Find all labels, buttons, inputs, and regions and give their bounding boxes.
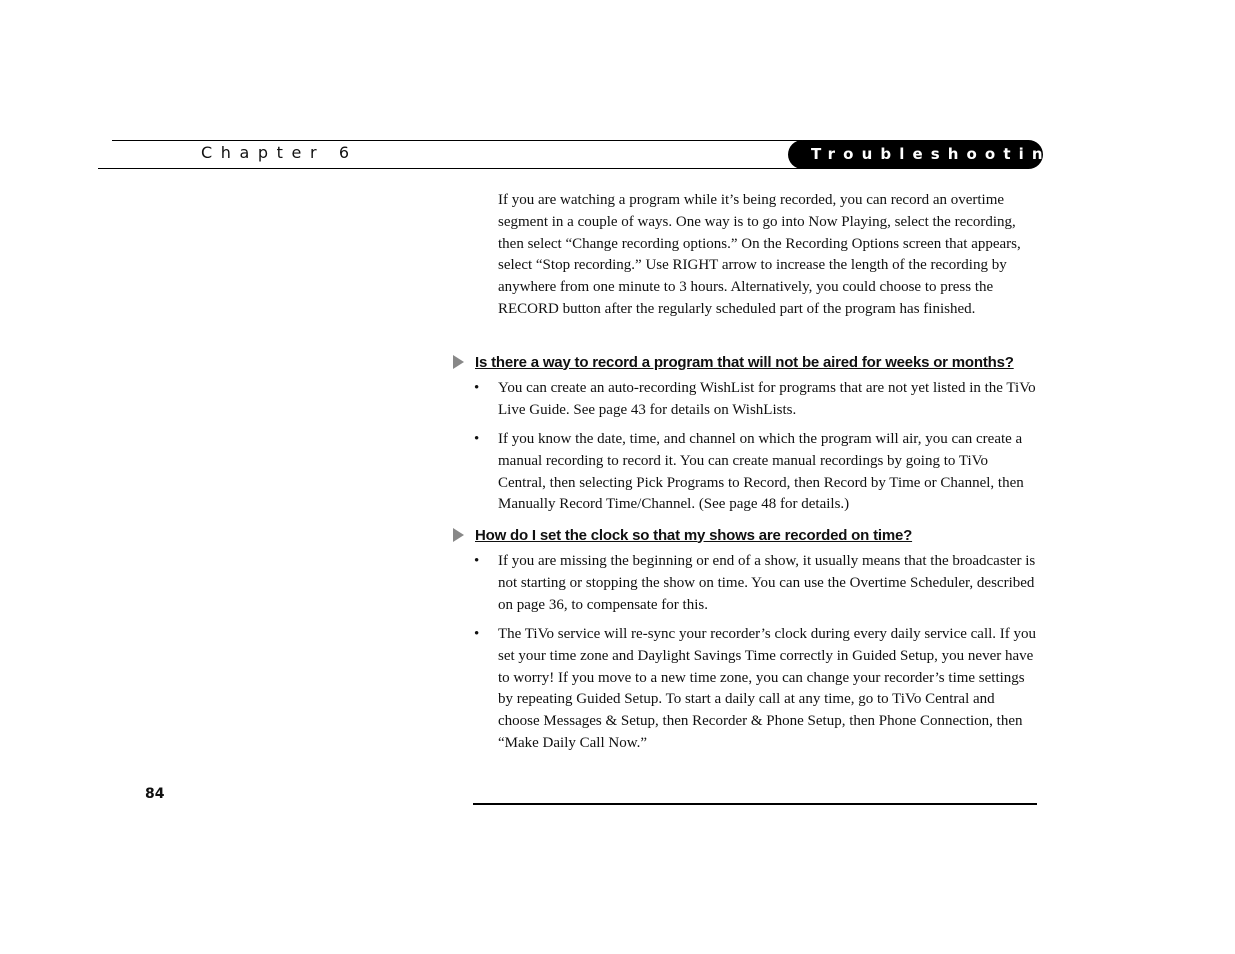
bullet-icon: •	[474, 626, 480, 642]
answer-item: If you know the date, time, and channel on which the program will air, you can create a manual recording to record it. You can create manual recordings by going to TiVo Central, then selecting Pick Programs to Record, then Record by Time or Channel, then Manually Record Time/Channel. (See page 48 for details.)	[498, 431, 1024, 513]
question-heading[interactable]	[453, 524, 912, 546]
question-title: Is there a way to record a program that will not be aired for weeks or months?	[475, 353, 1014, 371]
question-title: How do I set the clock so that my shows are recorded on time?	[475, 526, 913, 544]
header-top-rule	[112, 140, 802, 141]
answer-item: You can create an auto-recording WishList for programs that are not yet listed in the TiVo Live Guide. See page 43 for details on WishLists.	[498, 380, 1036, 418]
chapter-label: Chapter 6	[201, 143, 358, 162]
intro-paragraph: If you are watching a program while it’s being recorded, you can record an overtime segment in a couple of ways. One way is to go into Now Playing, select the recording, then select “Change recording options.” On the Recording Options screen that appears, select “Stop recording.” Use RIGHT arrow to increase the length of the recording by anywhere from one minute to 3 hours. Alternatively, you could choose to press the RECORD button after the regularly scheduled part of the program has finished.	[498, 192, 1021, 317]
answer-item: If you are missing the beginning or end of a show, it usually means that the broadcaster is not starting or stopping the show on time. You can use the Overtime Scheduler, described on page 36, to compensate for this.	[498, 553, 1036, 613]
page-number: 84	[145, 786, 165, 802]
bullet-icon: •	[474, 553, 480, 569]
bullet-icon: •	[474, 431, 480, 447]
section-tab: Troubleshooting	[788, 140, 1043, 169]
footer-rule	[473, 803, 1037, 805]
bullet-icon: •	[474, 380, 480, 396]
triangle-bullet-icon	[453, 528, 464, 542]
answer-item: The TiVo service will re-sync your recorder’s clock during every daily service call. If you set your time zone and Daylight Savings Time correctly in Guided Setup, you never have to worry! If you move to a new time zone, you can change your recorder’s time settings by repeating Guided Setup. To start a daily call at any time, go to TiVo Central and choose Messages & Setup, then Recorder & Phone Setup, then Phone Connection, then “Make Daily Call Now.”	[498, 626, 1037, 751]
header-bottom-rule	[98, 168, 802, 169]
question-heading[interactable]	[453, 351, 1014, 373]
triangle-bullet-icon	[453, 355, 464, 369]
